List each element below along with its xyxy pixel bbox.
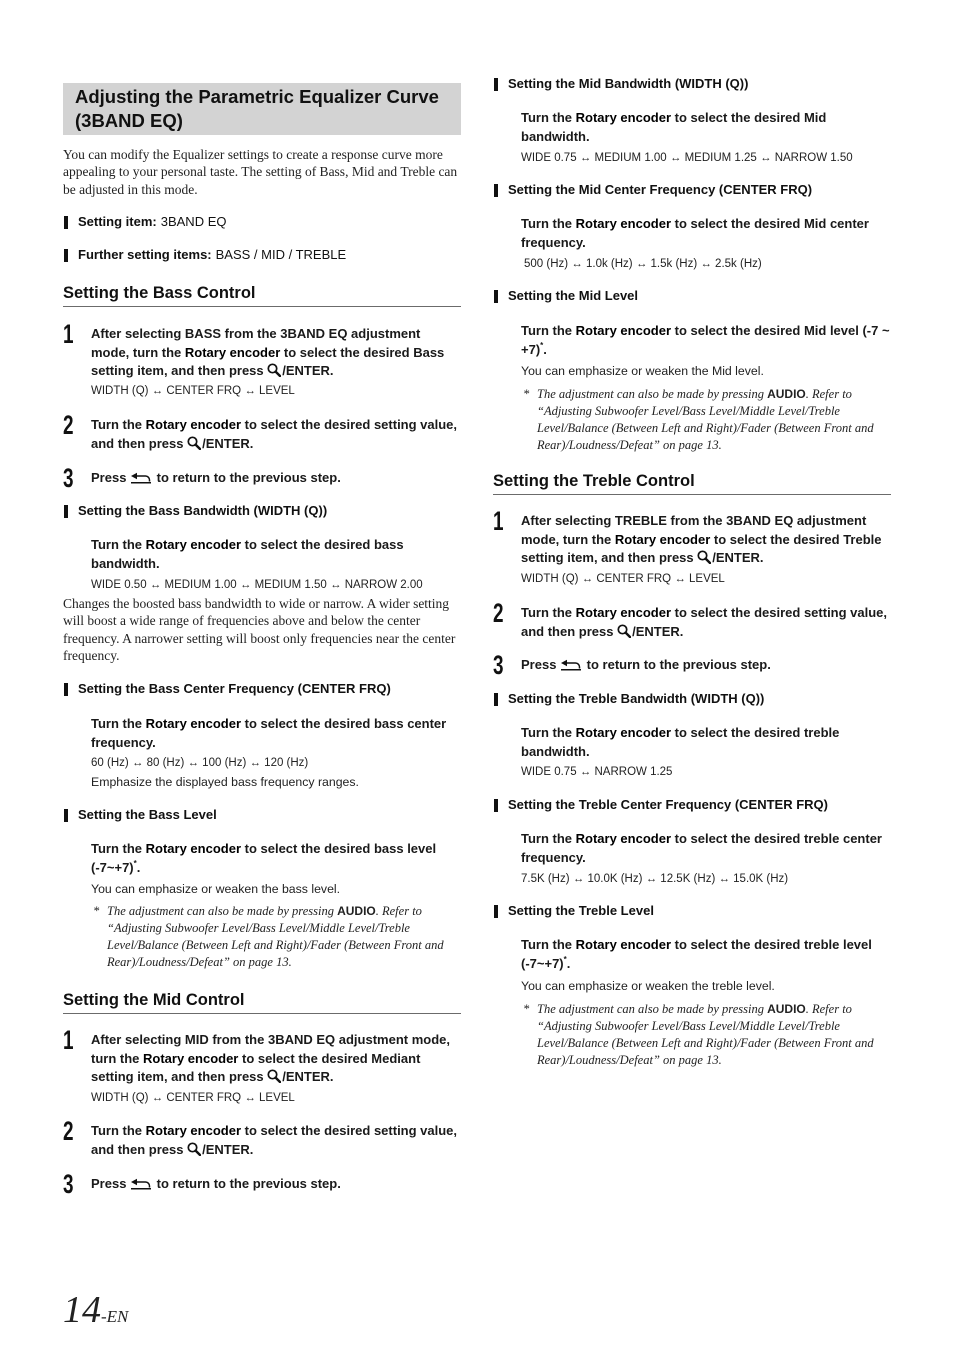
bullet-bar [494,693,498,706]
bass-bandwidth-instruction: Turn the Rotary encoder to select the desired bass bandwidth. [91,537,404,571]
bass-level-footnote: * The adjustment can also be made by pressing AUDIO. Refer to “Adjusting Subwoofer Level/Bass Level/Middle Level/Treble Level/Balance (Between Left and Right)/Fader (Between Front and Rear)/Loudness/Defeat” on page 13. [93,904,444,969]
footnote-mark: * [93,904,100,918]
treble-level-footnote: * The adjustment can also be made by pressing AUDIO. Refer to “Adjusting Subwoofer Level/Bass Level/Middle Level/Treble Level/Balance (Between Left and Right)/Fader (Between Front and Rear)/Loudness/Defeat” on page 13. [523,1002,874,1067]
bass-item-sequence: WIDTH (Q) ↔ CENTER FRQ ↔ LEVEL [91,385,295,397]
search-icon [187,1142,201,1156]
mid-center-frequency-instruction: Turn the Rotary encoder to select the desired Mid center frequency. [521,216,869,250]
bass-bandwidth-heading: Setting the Bass Bandwidth (WIDTH (Q)) [63,502,461,520]
search-icon [617,624,631,638]
treble-level-note: You can emphasize or weaken the treble level. [521,979,775,993]
bass-level-note: You can emphasize or weaken the bass level. [91,882,341,896]
audio-key-label: AUDIO [337,904,376,918]
enter-key-label: /ENTER. [712,550,764,565]
audio-key-label: AUDIO [767,387,806,401]
footnote-mark: * [523,1002,530,1016]
rotary-encoder-term: Rotary encoder [575,216,672,231]
treble-bandwidth-instruction: Turn the Rotary encoder to select the desired treble bandwidth. [521,725,840,759]
footnote-mark: * [523,387,530,401]
rotary-encoder-term: Rotary encoder [145,841,242,856]
step-number: 3 [493,650,504,680]
step-number: 2 [63,1116,74,1146]
enter-key-label: /ENTER. [632,623,684,639]
treble-bandwidth-options: WIDE 0.75 ↔ NARROW 1.25 [521,766,673,778]
further-items-label: Further setting items: [78,247,212,262]
enter-key-label: /ENTER. [202,435,254,451]
footnote-marker: * [563,954,567,964]
rotary-encoder-term: Rotary encoder [575,605,672,620]
bass-center-frequency-heading: Setting the Bass Center Frequency (CENTER FRQ) [63,680,461,698]
mid-level-heading: Setting the Mid Level [493,287,891,305]
intro-paragraph: You can modify the Equalizer settings to create a response curve more appealing to your personal taste. The setting of Bass, Mid and Treble can be adjusted in this mode. [63,147,458,197]
treble-bandwidth-heading: Setting the Treble Bandwidth (WIDTH (Q)) [493,690,891,708]
enter-key-label: /ENTER. [282,363,334,378]
mid-center-frequency-options: 500 (Hz) ↔ 1.0k (Hz) ↔ 1.5k (Hz) ↔ 2.5k (Hz) [524,258,762,270]
treble-item-sequence: WIDTH (Q) ↔ CENTER FRQ ↔ LEVEL [521,573,725,585]
treble-center-frequency-heading: Setting the Treble Center Frequency (CENTER FRQ) [493,796,891,814]
mid-control-heading: Setting the Mid Control [63,990,461,1014]
mid-bandwidth-heading: Setting the Mid Bandwidth (WIDTH (Q)) [493,75,891,93]
rotary-encoder-term: Rotary encoder [145,716,242,731]
section-title: Adjusting the Parametric Equalizer Curve (3BAND EQ) [63,83,461,135]
bullet-bar [64,505,68,518]
page-number-value: 14 [63,1289,101,1331]
step-number: 3 [63,1169,74,1199]
step-number: 3 [63,463,74,493]
mid-bandwidth-instruction: Turn the Rotary encoder to select the desired Mid bandwidth. [521,110,827,144]
further-setting-items [63,246,461,264]
mid-step-1: 1 After selecting MID from the 3BAND EQ adjustment mode, turn the Rotary encoder to select the desired Mediant setting item, and then press /ENTER. [63,1025,450,1084]
search-icon [697,550,711,564]
bullet-bar [494,290,498,303]
audio-key-label: AUDIO [767,1002,806,1016]
bass-level-instruction: Turn the Rotary encoder to select the desired bass level (-7~+7)*. [91,841,437,875]
rotary-encoder-term: Rotary encoder [575,110,672,125]
enter-key-label: /ENTER. [282,1069,334,1084]
bass-step-2: 2 Turn the Rotary encoder to select the desired setting value, and then press /ENTER. [63,410,458,451]
bass-center-frequency-note: Emphasize the displayed bass frequency ranges. [91,775,359,789]
step-number: 1 [493,506,504,536]
further-items-value: BASS / MID / TREBLE [215,247,347,262]
step-number: 1 [63,1025,74,1055]
enter-key-label: /ENTER. [202,1141,254,1157]
mid-step-3: 3 Press to return to the previous step. [63,1169,341,1199]
bass-level-heading: Setting the Bass Level [63,806,461,824]
rotary-encoder-term: Rotary encoder [184,344,281,360]
mid-bandwidth-options: WIDE 0.75 ↔ MEDIUM 1.00 ↔ MEDIUM 1.25 ↔ NARROW 1.50 [521,152,853,164]
mid-level-footnote: * The adjustment can also be made by pressing AUDIO. Refer to “Adjusting Subwoofer Level/Bass Level/Middle Level/Treble Level/Balance (Between Left and Right)/Fader (Between Front and Rear)/Loudness/Defeat” on page 13. [523,387,874,452]
rotary-encoder-term: Rotary encoder [145,537,242,552]
mid-step-2: 2 Turn the Rotary encoder to select the desired setting value, and then press /ENTER. [63,1116,458,1157]
bullet-bar [64,249,68,262]
bullet-bar [494,184,498,197]
setting-item-value: 3BAND EQ [160,214,227,229]
treble-level-heading: Setting the Treble Level [493,902,891,920]
search-icon [267,363,281,377]
page-language-suffix: -EN [101,1307,129,1326]
treble-control-heading: Setting the Treble Control [493,471,891,495]
setting-item [63,213,461,231]
bass-control-heading: Setting the Bass Control [63,283,461,307]
return-icon [130,1178,152,1190]
bass-bandwidth-options: WIDE 0.50 ↔ MEDIUM 1.00 ↔ MEDIUM 1.50 ↔ NARROW 2.00 [91,579,423,591]
mid-level-instruction: Turn the Rotary encoder to select the desired Mid level (-7 ~ +7)*. [521,323,890,357]
bullet-bar [64,809,68,822]
bass-bandwidth-note: Changes the boosted bass bandwidth to wide or narrow. A wider setting will boost a wide range of frequencies above and below the center frequency. A narrower setting will boost only frequencies near the center frequency. [63,596,456,664]
bullet-bar [494,905,498,918]
mid-item-sequence: WIDTH (Q) ↔ CENTER FRQ ↔ LEVEL [91,1092,295,1104]
bass-step-1: 1 After selecting BASS from the 3BAND EQ adjustment mode, turn the Rotary encoder to select the desired Bass setting item, and then press /ENTER. [63,319,445,378]
search-icon [187,436,201,450]
rotary-encoder-term: Rotary encoder [575,831,672,846]
rotary-encoder-term: Rotary encoder [575,725,672,740]
footnote-marker: * [540,340,544,350]
mid-level-note: You can emphasize or weaken the Mid level. [521,364,764,378]
bullet-bar [494,78,498,91]
treble-center-frequency-instruction: Turn the Rotary encoder to select the desired treble center frequency. [521,831,882,865]
step-number: 2 [63,410,74,440]
bass-center-frequency-instruction: Turn the Rotary encoder to select the desired bass center frequency. [91,716,447,750]
bullet-bar [494,799,498,812]
footnote-marker: * [133,858,137,868]
return-icon [130,472,152,484]
rotary-encoder-term: Rotary encoder [145,1123,242,1138]
page-number [63,1290,128,1337]
setting-item-label: Setting item: [78,214,157,229]
bullet-bar [64,216,68,229]
rotary-encoder-term: Rotary encoder [145,417,242,432]
bass-center-frequency-options: 60 (Hz) ↔ 80 (Hz) ↔ 100 (Hz) ↔ 120 (Hz) [91,757,309,769]
rotary-encoder-term: Rotary encoder [575,323,672,338]
search-icon [267,1069,281,1083]
return-icon [560,659,582,671]
step-number: 1 [63,319,74,349]
rotary-encoder-term: Rotary encoder [575,937,672,952]
rotary-encoder-term: Rotary encoder [143,1050,239,1066]
treble-step-2: 2 Turn the Rotary encoder to select the desired setting value, and then press /ENTER. [493,598,888,639]
treble-center-frequency-options: 7.5K (Hz) ↔ 10.0K (Hz) ↔ 12.5K (Hz) ↔ 15.0K (Hz) [521,873,789,885]
rotary-encoder-term: Rotary encoder [614,531,711,547]
treble-level-instruction: Turn the Rotary encoder to select the desired treble level (-7~+7)*. [521,937,872,971]
treble-step-3: 3 Press to return to the previous step. [493,650,771,680]
treble-step-1: 1 After selecting TREBLE from the 3BAND EQ adjustment mode, turn the Rotary encoder to select the desired Treble setting item, and then press /ENTER. [493,506,882,565]
bullet-bar [64,683,68,696]
mid-center-frequency-heading: Setting the Mid Center Frequency (CENTER FRQ) [493,181,891,199]
step-number: 2 [493,598,504,628]
bass-step-3: 3 Press to return to the previous step. [63,463,341,493]
